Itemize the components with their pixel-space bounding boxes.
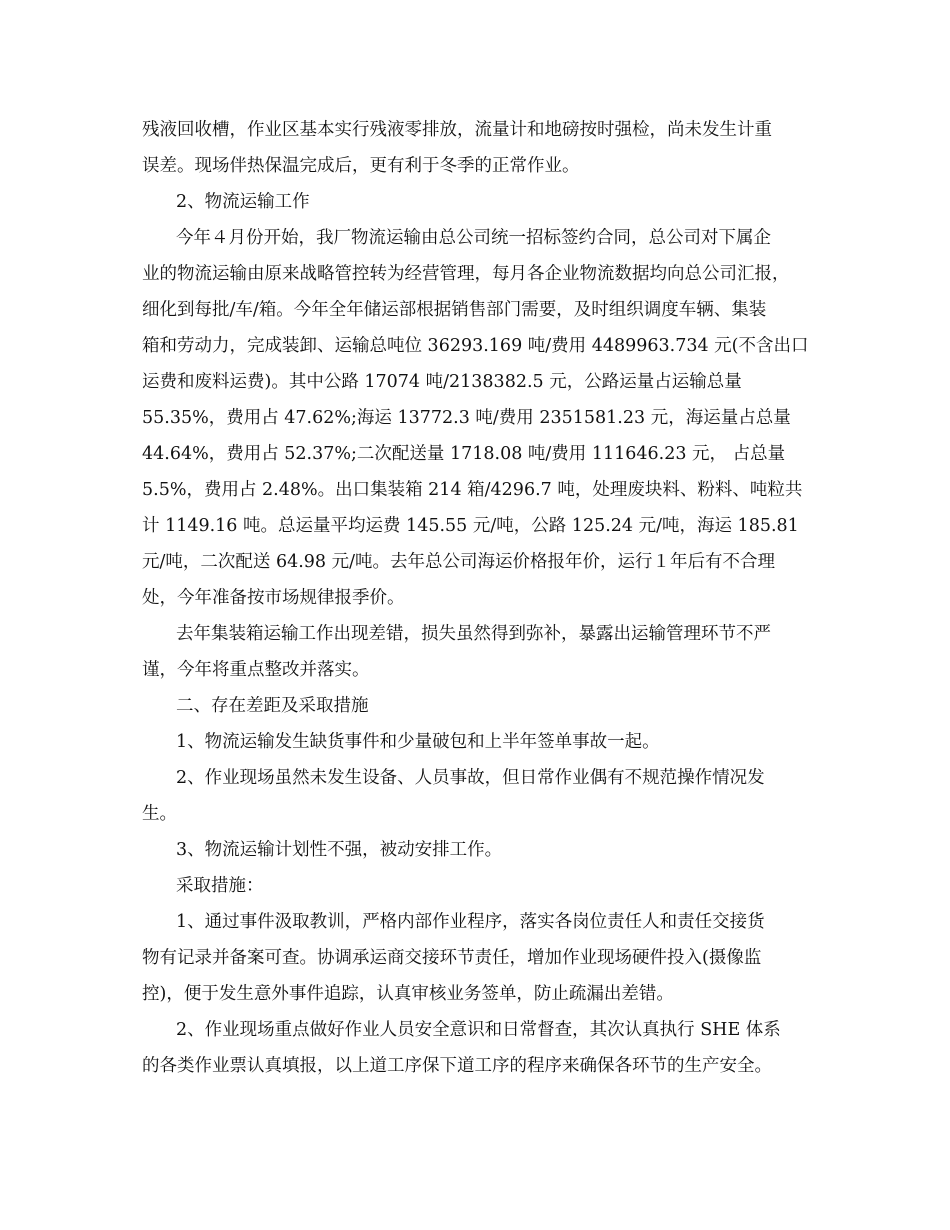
text-line: 计 1149.16 吨。总运量平均运费 145.55 元/吨，公路 125.24 元/吨，海运 185.81 — [142, 516, 799, 536]
text-line: 误差。现场伴热保温完成后，更有利于冬季的正常作业。 — [142, 156, 580, 176]
text-line: 物有记录并备案可查。协调承运商交接环节责任，增加作业现场硬件投入(摄像监 — [142, 948, 762, 968]
text-line: 55.35%，费用占 47.62%;海运 13772.3 吨/费用 2351581.23 元，海运量占总量 — [142, 408, 791, 428]
text-line: 3、物流运输计划性不强，被动安排工作。 — [176, 840, 503, 860]
text-line: 2、作业现场重点做好作业人员安全意识和日常督查，其次认真执行 SHE 体系 — [176, 1020, 781, 1040]
text-line: 今年４月份开始，我厂物流运输由总公司统一招标签约合同，总公司对下属企 — [176, 228, 771, 248]
text-line: 2、作业现场虽然未发生设备、人员事故，但日常作业偶有不规范操作情况发 — [176, 768, 765, 788]
text-line: 的各类作业票认真填报，以上道工序保下道工序的程序来确保各环节的生产安全。 — [142, 1056, 772, 1076]
text-line: 处，今年准备按市场规律报季价。 — [142, 588, 405, 608]
text-line: 生。 — [142, 804, 177, 824]
text-line: 44.64%，费用占 52.37%;二次配送量 1718.08 吨/费用 111646.23 元， 占总量 — [142, 444, 786, 464]
text-line: 采取措施： — [176, 876, 264, 896]
text-line: 业的物流运输由原来战略管控转为经营管理，每月各企业物流数据均向总公司汇报， — [142, 264, 790, 284]
document-body — [142, 112, 822, 1084]
text-line: 1、通过事件汲取教训，严格内部作业程序，落实各岗位责任人和责任交接货 — [176, 912, 765, 932]
text-line: 1、物流运输发生缺货事件和少量破包和上半年签单事故一起。 — [176, 732, 660, 752]
text-line: 控)，便于发生意外事件追踪，认真审核业务签单，防止疏漏出差错。 — [142, 984, 674, 1004]
text-line: 二、存在差距及采取措施 — [176, 696, 369, 716]
text-line: 细化到每批/车/箱。今年全年储运部根据销售部门需要，及时组织调度车辆、集装 — [142, 300, 767, 320]
text-line: 谨，今年将重点整改并落实。 — [142, 660, 370, 680]
text-line: 箱和劳动力，完成装卸、运输总吨位 36293.169 吨/费用 4489963.734 元(不含出口 — [142, 336, 809, 356]
text-line: 残液回收槽，作业区基本实行残液零排放，流量计和地磅按时强检，尚未发生计重 — [142, 120, 772, 140]
text-line: 去年集装箱运输工作出现差错，损失虽然得到弥补，暴露出运输管理环节不严 — [176, 624, 771, 644]
text-line: 运费和废料运费)。其中公路 17074 吨/2138382.5 元，公路运量占运输总量 — [142, 372, 742, 392]
text-line: 元/吨，二次配送 64.98 元/吨。去年总公司海运价格报年价，运行１年后有不合理 — [142, 552, 776, 572]
text-line: 5.5%，费用占 2.48%。出口集装箱 214 箱/4296.7 吨，处理废块料、粉料、吨粒共 — [142, 480, 803, 500]
text-line: 2、物流运输工作 — [176, 192, 310, 212]
